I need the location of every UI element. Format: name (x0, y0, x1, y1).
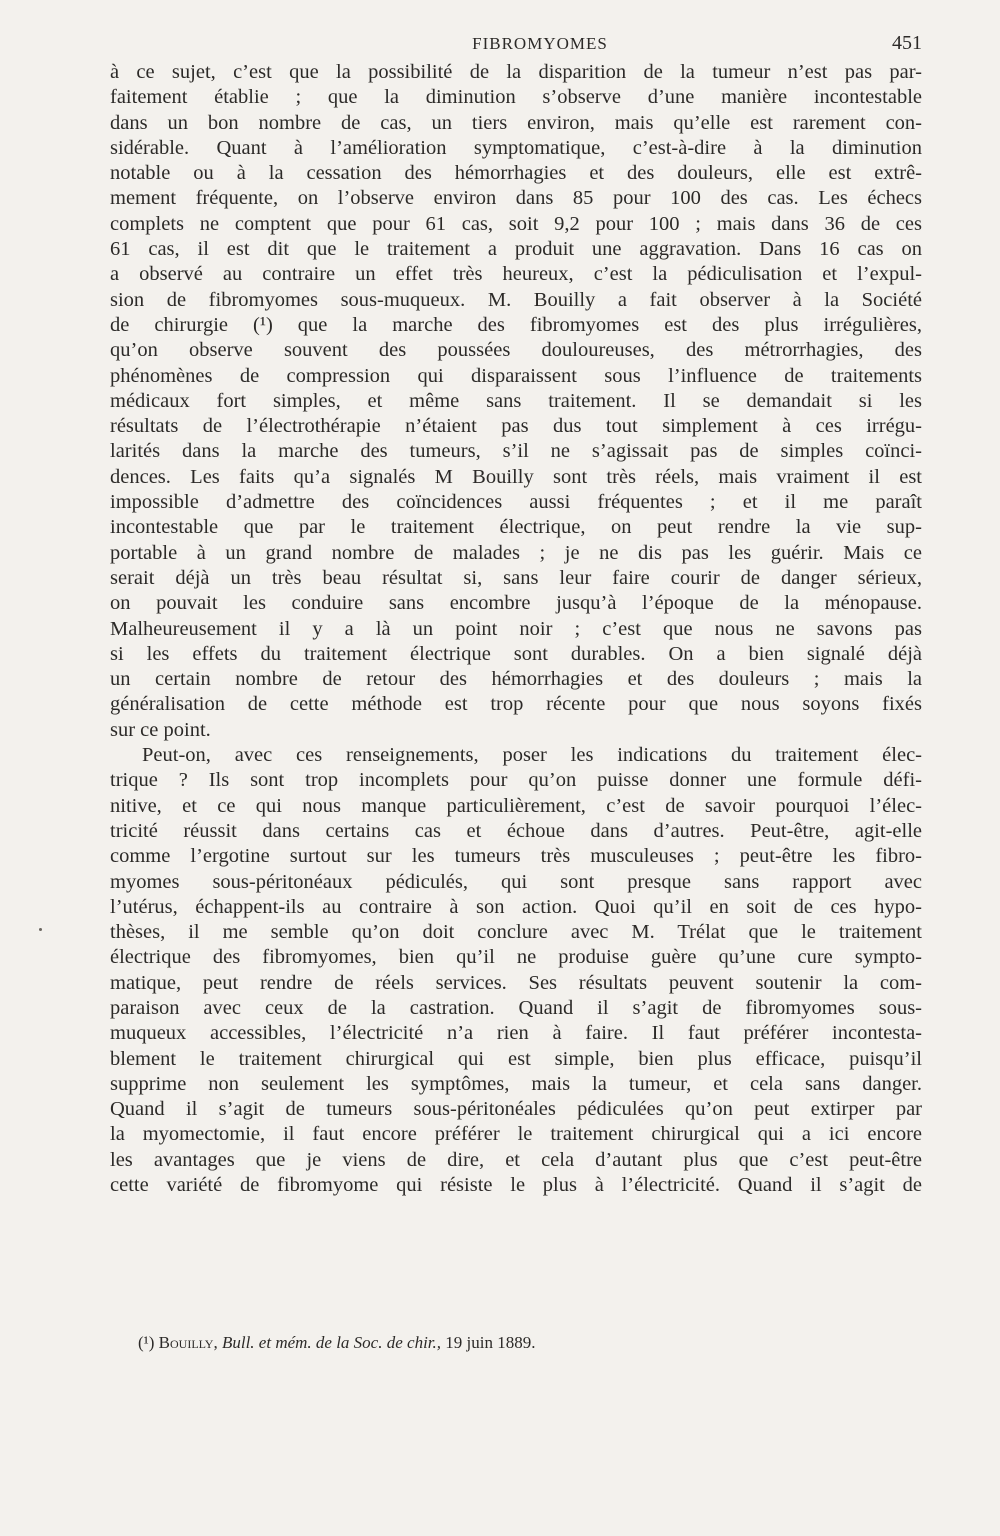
footnote-author: Bouilly, (158, 1333, 218, 1352)
text-line: qu’on observe souvent des poussées douloureuses, des métrorrhagies, des (110, 339, 922, 362)
text-line: électrique des fibromyomes, bien qu’il ne produise guère qu’une cure sympto- (110, 946, 922, 969)
text-line: de chirurgie (¹) que la marche des fibromyomes est des plus irrégulières, (110, 313, 922, 336)
text-line: si les effets du traitement électrique sont durables. On a bien signalé déjà (110, 642, 922, 665)
text-line: faitement établie ; que la diminution s’observe d’une manière incontestable (110, 86, 922, 109)
running-head (108, 34, 922, 60)
text-line: Quand il s’agit de tumeurs sous-péritonéales pédiculées qu’on peut extirper par (110, 1098, 922, 1121)
text-line: nitive, et ce qui nous manque particulièrement, c’est de savoir pourquoi l’élec- (110, 794, 922, 817)
text-line: complets ne comptent que pour 61 cas, soit 9,2 pour 100 ; mais dans 36 de ces (110, 212, 922, 235)
paragraph-2 (110, 743, 922, 1198)
text-line: thèses, il me semble qu’on doit conclure avec M. Trélat que le traitement (110, 921, 922, 944)
footnote (138, 1332, 898, 1354)
text-line: dans un bon nombre de cas, un tiers environ, mais qu’elle est rarement con- (110, 111, 922, 134)
text-line: larités dans la marche des tumeurs, s’il ne s’agissait pas de simples coïnci- (110, 440, 922, 463)
text-line: résultats de l’électrothérapie n’étaient pas dus tout simplement à ces irrégu- (110, 415, 922, 438)
paragraph-1 (110, 60, 922, 743)
text-line: Peut-on, avec ces renseignements, poser les indications du traitement élec- (142, 744, 922, 767)
text-line: dences. Les faits qu’a signalés M Bouilly sont très réels, mais vraiment il est (110, 465, 922, 488)
text-line: matique, peut rendre de réels services. Ses résultats peuvent soutenir la com- (110, 971, 922, 994)
text-line: l’utérus, échappent-ils au contraire à son action. Quoi qu’il en soit de ces hypo- (110, 895, 922, 918)
text-line: blement le traitement chirurgical qui est simple, bien plus efficace, puisqu’il (110, 1047, 922, 1070)
text-line: supprime non seulement les symptômes, mais la tumeur, et cela sans danger. (110, 1072, 922, 1095)
text-line: sidérable. Quant à l’amélioration symptomatique, c’est-à-dire à la diminution (110, 136, 922, 159)
footnote-date: 19 juin 1889. (445, 1333, 536, 1352)
text-line: muqueux accessibles, l’électricité n’a rien à faire. Il faut préférer incontesta- (110, 1022, 922, 1045)
text-line: sion de fibromyomes sous-muqueux. M. Bouilly a fait observer à la Société (110, 288, 922, 311)
text-line: médicaux fort simples, et même sans traitement. Il se demandait si les (110, 389, 922, 412)
text-line: a observé au contraire un effet très heureux, c’est la pédiculisation et l’expul- (110, 263, 922, 286)
text-line: phénomènes de compression qui disparaissent sous l’influence de traitements (110, 364, 922, 387)
chapter-title: FIBROMYOMES (472, 34, 608, 53)
text-line: paraison avec ceux de la castration. Quand il s’agit de fibromyomes sous- (110, 996, 922, 1019)
text-line: tricité réussit dans certains cas et échoue dans d’autres. Peut-être, agit-elle (110, 819, 922, 842)
text-line: la myomectomie, il faut encore préférer le traitement chirurgical qui a ici encore (110, 1123, 922, 1146)
text-line: mement fréquente, on l’observe environ dans 85 pour 100 des cas. Les échecs (110, 187, 922, 210)
footnote-source: Bull. et mém. de la Soc. de chir., (221, 1333, 442, 1352)
text-line: on pouvait les conduire sans encombre jusqu’à l’époque de la ménopause. (110, 592, 922, 615)
text-line: à ce sujet, c’est que la possibilité de la disparition de la tumeur n’est pas par- (110, 61, 922, 83)
text-line: les avantages que je viens de dire, et cela d’autant plus que c’est peut-être (110, 1148, 922, 1171)
text-line: 61 cas, il est dit que le traitement a produit une aggravation. Dans 16 cas on (110, 238, 922, 261)
text-line: sur ce point. (110, 718, 211, 741)
text-line: portable à un grand nombre de malades ; je ne dis pas les guérir. Mais ce (110, 541, 922, 564)
body-text (110, 60, 922, 1198)
page-number: 451 (892, 32, 922, 54)
text-line: notable ou à la cessation des hémorrhagies et des douleurs, elle est extrê- (110, 162, 922, 185)
text-line: comme l’ergotine surtout sur les tumeurs très musculeuses ; peut-être les fibro- (110, 845, 922, 868)
text-line: incontestable que par le traitement électrique, on peut rendre la vie sup- (110, 516, 922, 539)
text-line: myomes sous-péritonéaux pédiculés, qui sont presque sans rapport avec (110, 870, 922, 893)
text-line: Malheureusement il y a là un point noir ; c’est que nous ne savons pas (110, 617, 922, 640)
footnote-marker: (¹) (138, 1333, 155, 1352)
text-line: trique ? Ils sont trop incomplets pour qu’on puisse donner une formule défi- (110, 769, 922, 792)
text-line: impossible d’admettre des coïncidences aussi fréquentes ; et il me paraît (110, 491, 922, 514)
text-line: un certain nombre de retour des hémorrhagies et des douleurs ; mais la (110, 668, 922, 691)
margin-mark (39, 928, 42, 931)
text-line: cette variété de fibromyome qui résiste le plus à l’électricité. Quand il s’agit de (110, 1174, 922, 1197)
text-line: généralisation de cette méthode est trop récente pour que nous soyons fixés (110, 693, 922, 716)
text-line: serait déjà un très beau résultat si, sans leur faire courir de danger sérieux, (110, 566, 922, 589)
